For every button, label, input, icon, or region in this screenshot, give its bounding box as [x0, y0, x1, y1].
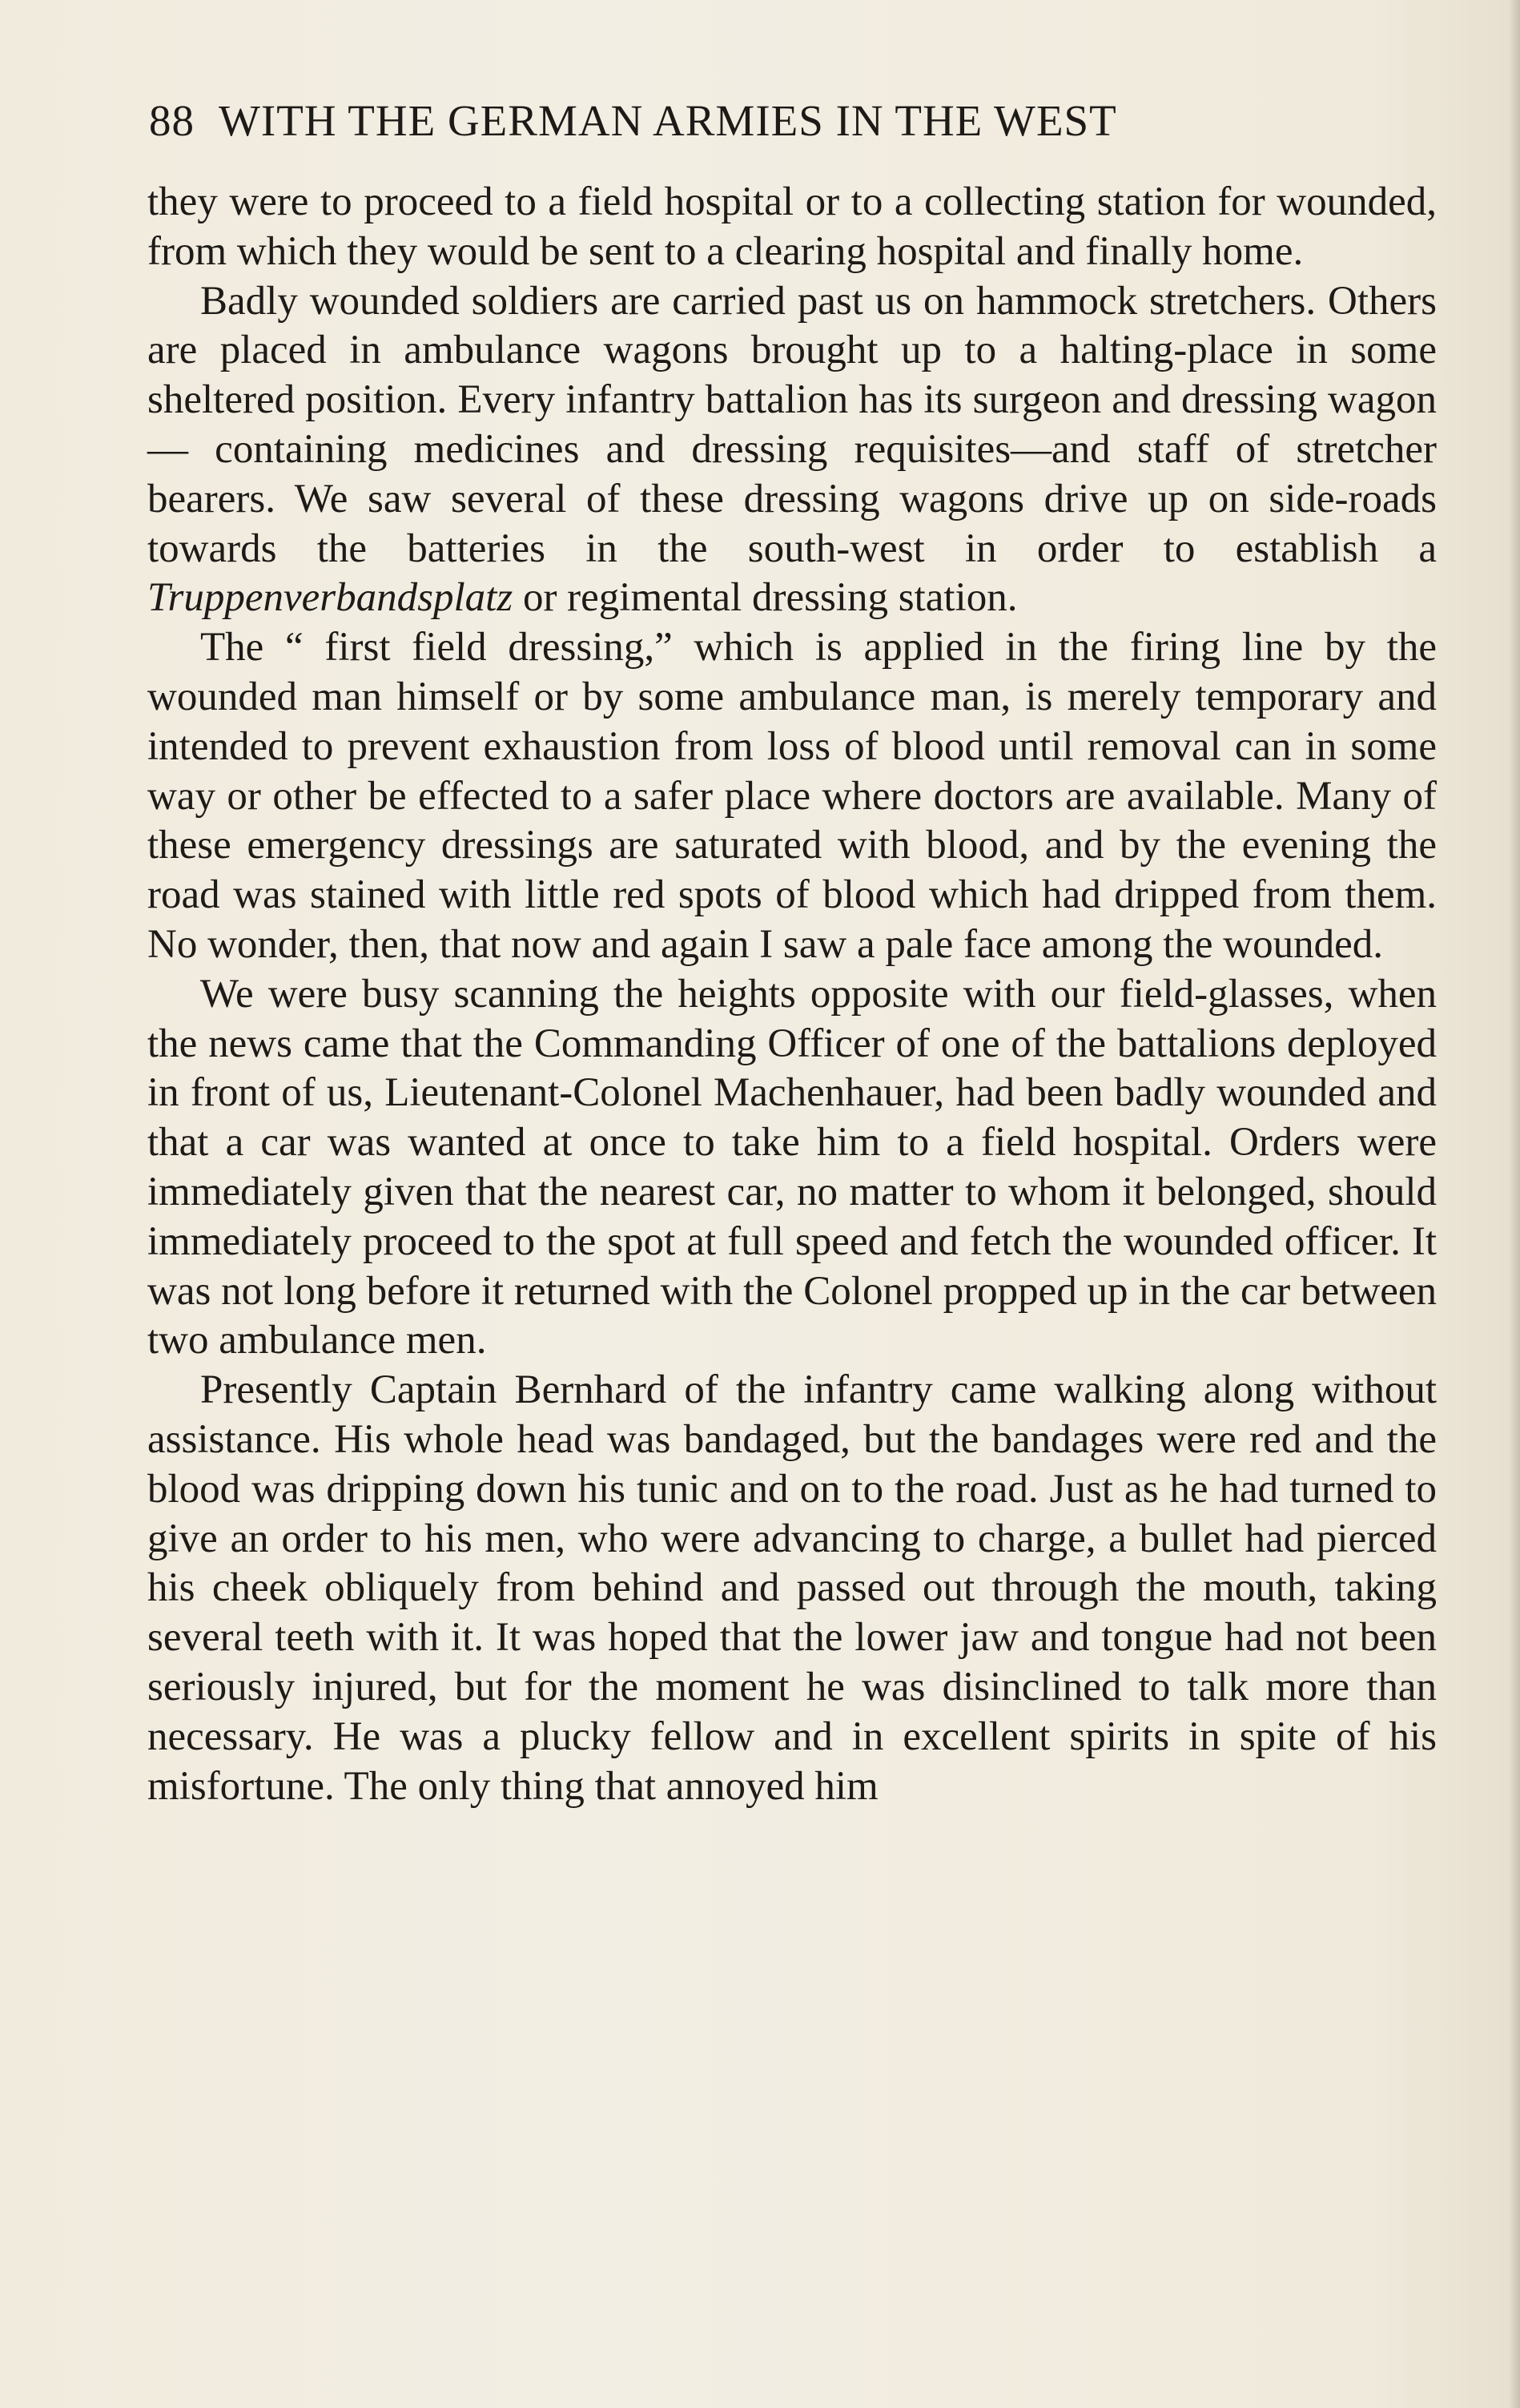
page-number: 88	[149, 96, 195, 145]
body-text	[147, 178, 1437, 1811]
running-title: WITH THE GERMAN ARMIES IN THE WEST	[219, 96, 1117, 145]
running-head	[149, 93, 1366, 149]
paragraph-4: We were busy scanning the heights opposite with our field-glasses, when the news came that the Commanding Officer of one of the battalions deployed in front of us, Lieutenant-Colonel Machenhauer, had been badly wounded and that a car was wanted at once to take him to a field hospital. Orders were immediately given that the nearest car, no matter to whom it belonged, should immediately proceed to the spot at full speed and fetch the wounded officer. It was not long before it returned with the Colonel propped up in the car between two ambulance men.	[147, 971, 1437, 1363]
paragraph-3: The “ first field dressing,” which is applied in the firing line by the wounded man himself or by some ambulance man, is merely temporary and intended to prevent exhaustion from loss of blood until removal can in some way or other be effected to a safer place where doctors are available. Many of these emergency dressings are saturated with blood, and by the evening the road was stained with little red spots of blood which had dripped from them. No wonder, then, that now and again I saw a pale face among the wounded.	[147, 625, 1437, 967]
page-edge-shadow	[1509, 0, 1520, 2408]
paragraph-1: they were to proceed to a field hospital or to a collecting station for wounded, from which they would be sent to a clearing hospital and finally home.	[147, 179, 1437, 274]
paragraph-5: Presently Captain Bernhard of the infantry came walking along without assistance. His whole head was bandaged, but the bandages were red and the blood was dripping down his tunic and on to the road. Just as he had turned to give an order to his men, who were advancing to charge, a bullet had pierced his cheek obliquely from behind and passed out through the mouth, taking several teeth with it. It was hoped that the lower jaw and tongue had not been seriously injured, but for the moment he was disinclined to talk more than necessary. He was a plucky fellow and in excellent spirits in spite of his misfortune. The only thing that annoyed him	[147, 1367, 1437, 1809]
paragraph-2-italic-term: Truppenverbandsplatz	[147, 575, 513, 621]
paragraph-2	[147, 277, 1437, 624]
paragraph-2-text-start: Badly wounded soldiers are carried past us on hammock stretchers. Others are placed in ambulance wagons brought up to a halting-place in some sheltered position. Every infantry battalion has its surgeon and dressing wagon— containing medicines and dressing requisites—and staff of stretcher bearers. We saw several of these dressing wagons drive up on side-roads towards the batteries in the south-west in order to establish a	[147, 278, 1437, 571]
paragraph-2-text-end: or regimental dressing station.	[513, 575, 1018, 621]
